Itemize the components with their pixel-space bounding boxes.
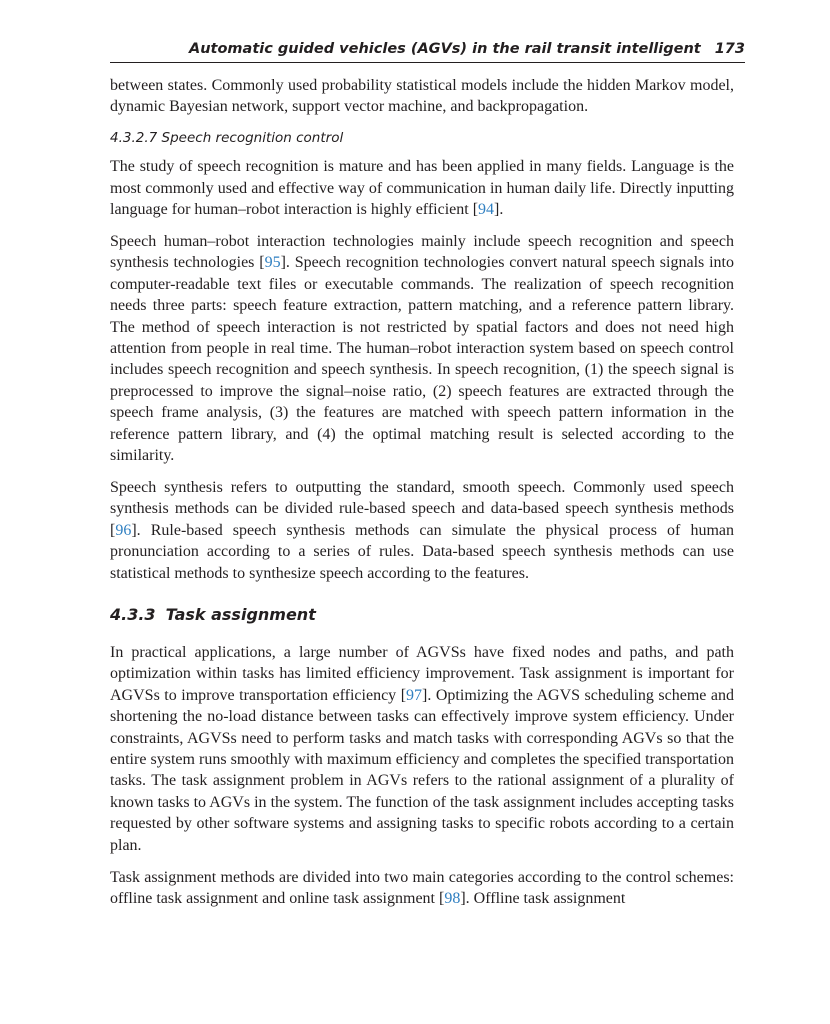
paragraph xyxy=(110,642,734,856)
paragraph xyxy=(110,156,734,220)
text-run: Speech human–robot interaction technologies mainly include speech recognition and speech synthesis technologies [ xyxy=(110,233,734,272)
section-title: Task assignment xyxy=(165,605,316,625)
section-heading xyxy=(110,604,734,626)
citation-link[interactable]: 97 xyxy=(406,686,423,704)
paragraph xyxy=(110,75,734,118)
citation-link[interactable]: 94 xyxy=(478,201,495,219)
text-run: Speech synthesis refers to outputting the standard, smooth speech. Commonly used speech synthesis methods can be divided rule-based speech and data-based speech synthesis methods [ xyxy=(110,479,734,539)
text-run: ]. Optimizing the AGVS scheduling scheme and shortening the no-load distance between tasks can effectively improve system efficiency. Under constraints, AGVSs need to perform tasks and match tasks with corresponding AGVs so that the entire system runs smoothly with maximum efficiency and completes the specified transportation tasks. The task assignment problem in AGVs refers to the rational assignment of a plurality of known tasks to AGVs in the system. The function of the task assignment includes accepting tasks requested by other software systems and assigning tasks to specific robots according to a certain plan. xyxy=(110,686,734,854)
text-run: The study of speech recognition is mature and has been applied in many fields. Language is the most commonly used and effective way of communication in human daily life. Directly inputting language for human–robot interaction is highly efficient [ xyxy=(110,158,734,219)
paragraph xyxy=(110,477,734,584)
running-title: Automatic guided vehicles (AGVs) in the rail transit intelligent xyxy=(188,41,701,57)
text-run: ]. Rule-based speech synthesis methods can simulate the physical process of human pronunciation according to a series of rules. Data-based speech synthesis methods can use statistical methods to synthesize speech according to the features. xyxy=(110,521,734,582)
page-number: 173 xyxy=(714,41,745,57)
body-text xyxy=(110,75,734,920)
paragraph xyxy=(110,867,734,910)
text-run: ]. Speech recognition technologies convert natural speech signals into computer-readable text files or executable commands. The realization of speech recognition needs three parts: speech feature extraction, pattern matching, and a reference pattern library. The method of speech interaction is not restricted by spatial factors and does not need high attention from people in real time. The human–robot interaction system based on speech control includes speech recognition and speech synthesis. In speech recognition, (1) the speech signal is preprocessed to improve the signal–noise ratio, (2) speech features are extracted through the speech frame analysis, (3) the features are matched with speech pattern information in the reference pattern library, and (4) the optimal matching result is selected according to the similarity. xyxy=(110,254,734,465)
text-run: ]. xyxy=(494,201,504,219)
citation-link[interactable]: 98 xyxy=(444,890,461,907)
text-run: Task assignment methods are divided into two main categories according to the control schemes: offline task assignment and online task assignment [ xyxy=(110,868,734,907)
text-run: ]. Offline task assignment xyxy=(460,890,626,907)
text-run: In practical applications, a large number of AGVSs have fixed nodes and paths, and path optimization within tasks has limited efficiency improvement. Task assignment is important for AGVSs to improve transportation efficiency [ xyxy=(110,644,734,704)
citation-link[interactable]: 96 xyxy=(115,521,132,539)
text-run: between states. Commonly used probability statistical models include the hidden Markov model, dynamic Bayesian network, support vector machine, and backpropagation. xyxy=(110,77,734,116)
section-number: 4.3.3 xyxy=(110,605,156,625)
paragraph xyxy=(110,231,734,466)
subsection-heading: 4.3.2.7 Speech recognition control xyxy=(110,130,344,147)
citation-link[interactable]: 95 xyxy=(264,254,281,272)
running-header xyxy=(110,38,745,63)
